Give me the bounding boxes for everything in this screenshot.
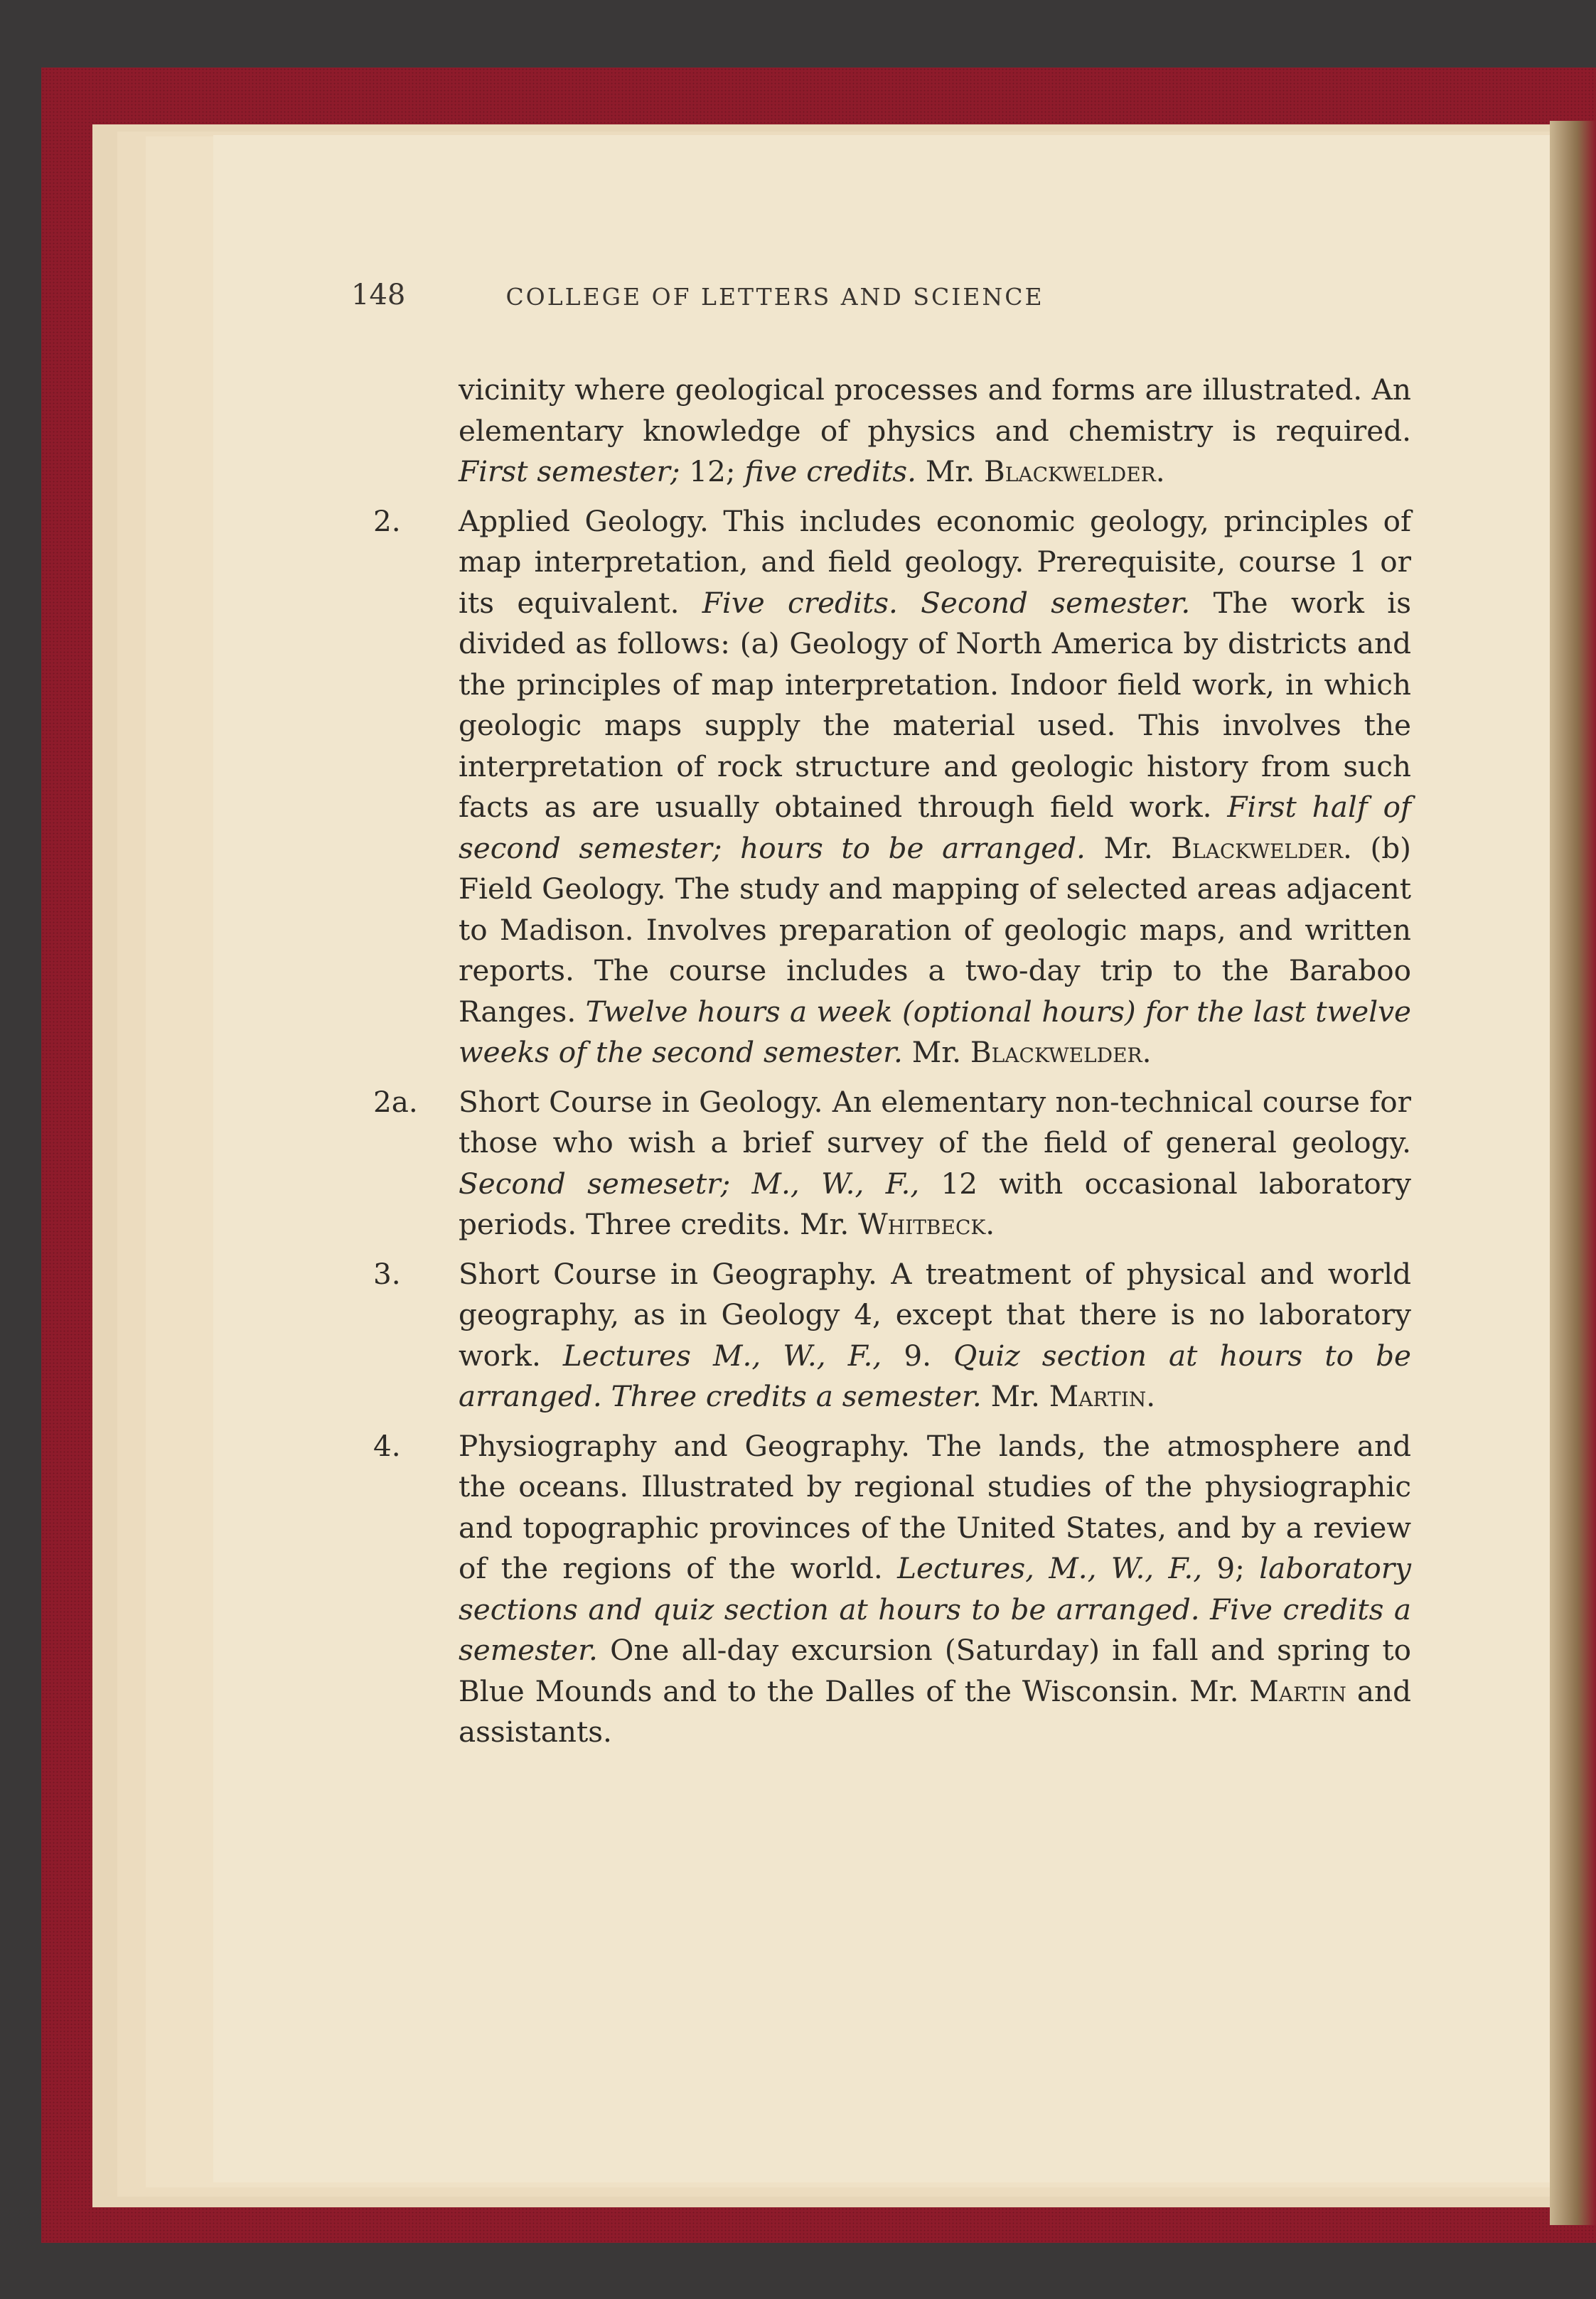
course-title: Short Course in Geography. — [459, 1256, 877, 1291]
course-number: 2. — [373, 503, 401, 538]
course-listing — [373, 370, 1411, 1753]
page-number: 148 — [351, 279, 406, 311]
course-number: 4. — [373, 1428, 401, 1463]
book-gutter — [1550, 121, 1596, 2225]
course-number: 2a. — [373, 1084, 418, 1119]
instructor-name: Martin. — [1049, 1379, 1156, 1413]
course-title: Short Course in Geology. — [459, 1084, 823, 1119]
course-entry-3: 3. Short Course in Geography. A treatment of physical and world geography, as in Geology 4, except that there is no laboratory work. Lectures M., W., F., 9. Quiz section at hours to be arranged. Three credits a semester. Mr. Martin. — [373, 1254, 1411, 1418]
instructor-name: Whitbeck. — [858, 1207, 995, 1241]
instructor-name: Blackwelder. — [984, 454, 1165, 488]
course-number: 3. — [373, 1256, 401, 1291]
course-title: Physiography and Geography. — [459, 1428, 911, 1463]
course-entry-2a: 2a. Short Course in Geology. An elementary non-technical course for those who wish a brief survey of the field of general geology. Second semesetr; M., W., F., 12 with occasional laboratory periods. Three credits. Mr. Whitbeck. — [373, 1082, 1411, 1245]
course-entry-2: 2. Applied Geology. This includes economic geology, principles of map interpretation, and field geology. Prerequisite, course 1 or its equivalent. Five credits. Second semester. The work is divided as follows: (a) Geology of North America by districts and the principles of map interpretation. Indoor field work, in which geologic maps supply the material used. This involves the interpretation of rock structure and geologic history from such facts as are usually obtained through field work. First half of second semester; hours to be arranged. Mr. Blackwelder. (b) Field Geology. The study and mapping of selected areas adjacent to Madison. Involves preparation of geologic maps, and written reports. The course includes a two-day trip to the Baraboo Ranges. Twelve hours a week (optional hours) for the last twelve weeks of the second semester. Mr. Blackwelder. — [373, 501, 1411, 1073]
course-title: Applied Geology. — [459, 503, 709, 538]
course-entry-continuation: vicinity where geological processes and forms are illustrated. An elementary knowledge of physics and chemistry is required. First semester; 12; five credits. Mr. Blackwelder. — [459, 373, 1411, 488]
running-head: COLLEGE OF LETTERS AND SCIENCE — [505, 283, 1044, 311]
instructor-name: Martin — [1249, 1673, 1346, 1708]
instructor-name: Blackwelder. — [1171, 830, 1352, 865]
course-entry-4: 4. Physiography and Geography. The lands, the atmosphere and the oceans. Illustrated by regional studies of the physiographic and topographic provinces of the United States, and by a review of the regions of the world. Lectures, M., W., F., 9; laboratory sections and quiz section at hours to be arranged. Five credits a semester. One all-day excursion (Saturday) in fall and spring to Blue Mounds and to the Dalles of the Wisconsin. Mr. Martin and assistants. — [373, 1426, 1411, 1753]
instructor-name: Blackwelder. — [970, 1035, 1152, 1069]
